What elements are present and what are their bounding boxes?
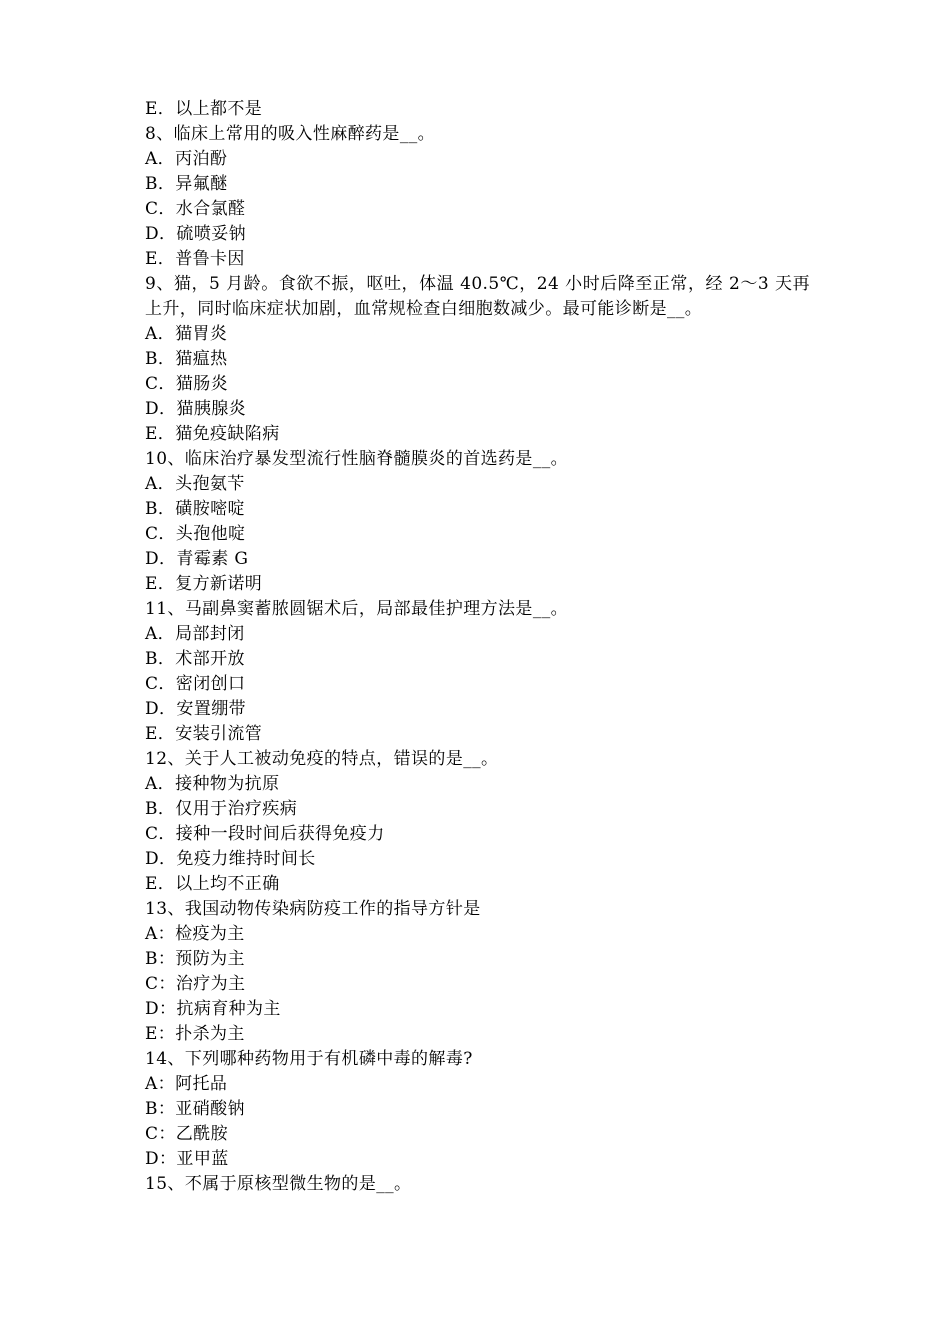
q13-option-b: B：预防为主 xyxy=(145,949,245,969)
q10-option-a: A．头孢氨苄 xyxy=(145,474,245,494)
q11-option-d: D．安置绷带 xyxy=(145,699,247,719)
q13-question: 13、我国动物传染病防疫工作的指导方针是 xyxy=(145,899,481,919)
q10-option-d: D．青霉素 G xyxy=(145,549,249,569)
q8-option-d: D．硫喷妥钠 xyxy=(145,224,247,244)
q10-option-c: C．头孢他啶 xyxy=(145,524,246,544)
q11-question: 11、马副鼻窦蓄脓圆锯术后，局部最佳护理方法是__。 xyxy=(145,599,569,619)
q13-option-e: E：扑杀为主 xyxy=(145,1024,245,1044)
q14-option-a: A：阿托品 xyxy=(145,1074,228,1094)
q13-option-a: A：检疫为主 xyxy=(145,924,245,944)
document-page xyxy=(145,97,810,1197)
q11-option-c: C．密闭创口 xyxy=(145,674,246,694)
q14-question: 14、下列哪种药物用于有机磷中毒的解毒? xyxy=(145,1049,473,1069)
q15-question: 15、不属于原核型微生物的是__。 xyxy=(145,1174,412,1194)
q14-option-b: B：亚硝酸钠 xyxy=(145,1099,245,1119)
q13-option-c: C：治疗为主 xyxy=(145,974,246,994)
q10-question: 10、临床治疗暴发型流行性脑脊髓膜炎的首选药是__。 xyxy=(145,449,569,469)
q9-question: 9、猫，5 月龄。食欲不振，呕吐，体温 40.5℃，24 小时后降至正常，经 2～3 天再上升，同时临床症状加剧，血常规检查白细胞数减少。最可能诊断是__。 xyxy=(145,274,810,319)
q13-option-d: D：抗病育种为主 xyxy=(145,999,281,1019)
q8-question: 8、临床上常用的吸入性麻醉药是__。 xyxy=(145,124,436,144)
q8-option-e: E．普鲁卡因 xyxy=(145,249,245,269)
q12-option-b: B．仅用于治疗疾病 xyxy=(145,799,298,819)
q8-option-c: C．水合氯醛 xyxy=(145,199,246,219)
q12-option-c: C．接种一段时间后获得免疫力 xyxy=(145,824,385,844)
q11-option-a: A．局部封闭 xyxy=(145,624,245,644)
q12-option-e: E．以上均不正确 xyxy=(145,874,280,894)
q9-option-e: E．猫免疫缺陷病 xyxy=(145,424,280,444)
q11-option-e: E．安装引流管 xyxy=(145,724,263,744)
q8-option-a: A．丙泊酚 xyxy=(145,149,228,169)
q12-question: 12、关于人工被动免疫的特点，错误的是__。 xyxy=(145,749,499,769)
q12-option-a: A．接种物为抗原 xyxy=(145,774,280,794)
q7-option-e: E．以上都不是 xyxy=(145,99,263,119)
q9-option-a: A．猫胃炎 xyxy=(145,324,228,344)
q14-option-c: C：乙酰胺 xyxy=(145,1124,229,1144)
q11-option-b: B．术部开放 xyxy=(145,649,245,669)
q10-option-e: E．复方新诺明 xyxy=(145,574,263,594)
q10-option-b: B．磺胺嘧啶 xyxy=(145,499,245,519)
q9-option-d: D．猫胰腺炎 xyxy=(145,399,247,419)
q9-option-c: C．猫肠炎 xyxy=(145,374,229,394)
q8-option-b: B．异氟醚 xyxy=(145,174,228,194)
q14-option-d: D：亚甲蓝 xyxy=(145,1149,229,1169)
q12-option-d: D．免疫力维持时间长 xyxy=(145,849,316,869)
q9-option-b: B．猫瘟热 xyxy=(145,349,228,369)
